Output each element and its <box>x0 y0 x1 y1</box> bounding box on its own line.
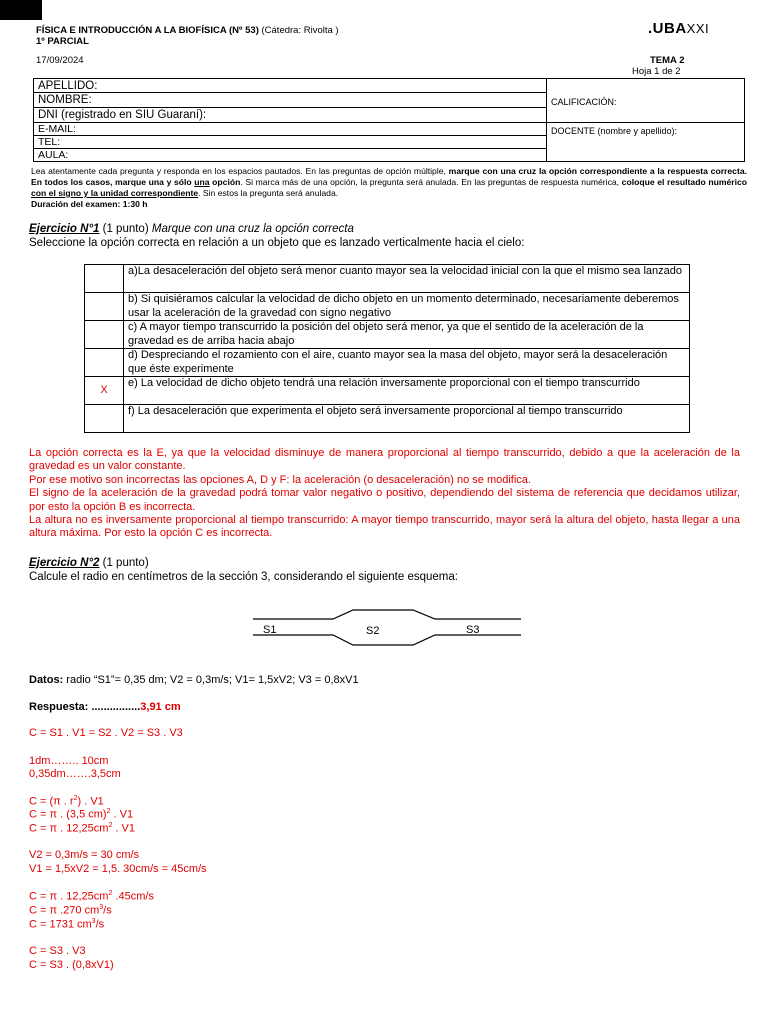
ex2-respuesta: Respuesta: ................3,91 cm <box>29 701 181 713</box>
ex2-statement: Calcule el radio en centímetros de la sección 3, considerando el siguiente esquema: <box>29 571 458 583</box>
uba-xxi-logo: .UBAXXI <box>648 20 710 37</box>
option-row <box>85 293 690 321</box>
section-s2-label: S2 <box>366 625 380 637</box>
calc-line-1: C = S1 . V1 = S2 . V2 = S3 . V3 <box>29 727 183 739</box>
aula-field[interactable]: AULA: <box>34 149 547 162</box>
apellido-field[interactable]: APELLIDO: <box>34 79 547 93</box>
section-s1-label: S1 <box>263 624 277 636</box>
black-redaction-box <box>0 0 42 20</box>
option-row <box>85 349 690 377</box>
calc-line-6: C = π . $12,25cm^2$ . V1 <box>29 822 135 835</box>
calc-line-13: C = S3 . (0,8xV1) <box>29 959 114 971</box>
calc-line-8: V1 = 1,5xV2 = 1,5. 30cm/s = 45cm/s <box>29 863 207 875</box>
answer-value: 3,91 cm <box>140 701 181 713</box>
page-counter: Hoja 1 de 2 <box>632 66 681 77</box>
tema-label: TEMA 2 <box>650 55 685 66</box>
ex1-title: Ejercicio N°1 (1 punto) Marque con una cruz la opción correcta <box>29 223 354 235</box>
ex2-title: Ejercicio N°2 (1 punto) <box>29 557 149 569</box>
option-checkbox[interactable] <box>85 293 124 321</box>
option-row <box>85 321 690 349</box>
calc-line-11: C = 1731 $cm^3/s$ <box>29 918 105 931</box>
calificacion-field[interactable]: CALIFICACIÓN: <box>547 79 745 123</box>
exam-name: 1º PARCIAL <box>36 36 89 47</box>
option-checkbox[interactable]: X <box>85 377 124 405</box>
dni-field[interactable]: DNI (registrado en SIU Guaraní): <box>34 108 547 123</box>
option-checkbox[interactable] <box>85 349 124 377</box>
ex1-explanation: La opción correcta es la E, ya que la velocidad disminuye de manera proporcional al tiempo transcurrido, debido a que la aceleración de la gravedad es un valor constante. Por ese motivo son incorrectas las opciones A, D y F: la aceleración (o desaceleración) no se modifica. El signo de la aceleración de la gravedad podrá tomar valor negativo o positivo, dependiendo del sistema de referencia que decidamos utilizar, por esto la opción B es incorrecta. La altura no es inversamente proporcional al tiempo transcurrido: A mayor tiempo transcurrido, mayor será la altura del objeto, hasta llegar a una altura máxima. Por esto la opción C es incorrecta. <box>29 447 740 540</box>
calc-line-7: V2 = 0,3m/s = 30 cm/s <box>29 849 140 861</box>
tel-field[interactable]: TEL: <box>34 136 547 149</box>
section-s3-label: S3 <box>466 624 480 636</box>
option-row <box>85 265 690 293</box>
option-checkbox[interactable] <box>85 405 124 433</box>
option-text: f) La desaceleración que experimenta el objeto será inversamente proporcional al tiempo transcurrido <box>124 405 690 433</box>
calc-line-3: 0,35dm…….3,5cm <box>29 768 121 780</box>
docente-field[interactable]: DOCENTE (nombre y apellido): <box>547 123 745 162</box>
option-text: c) A mayor tiempo transcurrido la posición del objeto será menor, ya que el sentido de la aceleración de la gravedad es de arriba hacia abajo <box>124 321 690 349</box>
calc-line-2: 1dm…….. 10cm <box>29 755 109 767</box>
student-info-box <box>33 78 745 162</box>
option-text: a)La desaceleración del objeto será menor cuanto mayor sea la velocidad inicial con la que el mismo sea lanzado <box>124 265 690 293</box>
ex2-datos: Datos: radio “S1”= 0,35 dm; V2 = 0,3m/s; V1= 1,5xV2; V3 = 0,8xV1 <box>29 674 359 686</box>
option-checkbox[interactable] <box>85 321 124 349</box>
option-text: e) La velocidad de dicho objeto tendrá una relación inversamente proporcional con el tiempo transcurrido <box>124 377 690 405</box>
ex1-options-table <box>84 264 690 433</box>
option-row <box>85 377 690 405</box>
calc-line-4: C = (π . $r^2$) . V1 <box>29 795 104 808</box>
option-text: d) Despreciando el rozamiento con el aire, cuanto mayor sea la masa del objeto, mayor será la desaceleración que éste experimente <box>124 349 690 377</box>
instructions: Lea atentamente cada pregunta y responda en los espacios pautados. En las preguntas de opción múltiple, marque con una cruz la opción correspondiente a la respuesta correcta. En todos los casos, marque una y sólo una opción. Si marca más de una opción, la pregunta será anulada. En las preguntas de respuesta numérica, coloque el resultado numérico con el signo y la unidad correspondiente. Sin estos la pregunta será anulada. Duración del examen: 1:30 h <box>31 166 747 209</box>
exam-date: 17/09/2024 <box>36 55 84 66</box>
calc-line-9: C = π . $12,25cm^2$ .45cm/s <box>29 890 154 903</box>
ex1-statement: Seleccione la opción correcta en relación a un objeto que es lanzado verticalmente hacia el cielo: <box>29 237 525 249</box>
option-text: b) Si quisiéramos calcular la velocidad de dicho objeto en un momento determinado, necesariamente deberemos usar la aceleración de la gravedad con signo negativo <box>124 293 690 321</box>
calc-line-10: C = π .270 $cm^3/s$ <box>29 904 112 917</box>
calc-line-5: C = π . (3,5 cm)$^2$ . V1 <box>29 808 134 821</box>
exam-duration: Duración del examen: 1:30 h <box>31 199 148 209</box>
email-field[interactable]: E-MAIL: <box>34 123 547 136</box>
calc-line-12: C = S3 . V3 <box>29 945 86 957</box>
nombre-field[interactable]: NOMBRE: <box>34 93 547 108</box>
option-checkbox[interactable] <box>85 265 124 293</box>
pipe-diagram <box>245 603 530 671</box>
option-row <box>85 405 690 433</box>
course-title: FÍSICA E INTRODUCCIÓN A LA BIOFÍSICA (Nº 53) (Cátedra: Rivolta ) <box>36 25 339 36</box>
